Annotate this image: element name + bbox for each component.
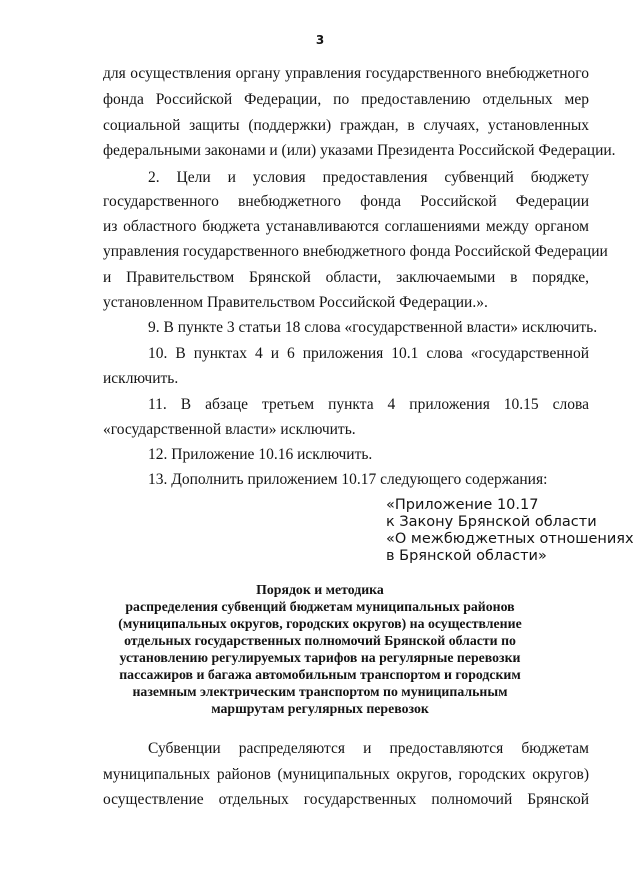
section-title: пассажиров и багажа автомобильным транспортом и городским	[119, 667, 521, 682]
text-line: социальной защиты (поддержки) граждан, в случаях, установленных	[103, 117, 589, 134]
appendix-header-line: в Брянской области»	[386, 548, 547, 564]
section-title: Порядок и методика	[256, 582, 384, 597]
text-line: муниципальных районов (муниципальных округов, городских округов)	[103, 766, 589, 783]
text-line: Субвенции распределяются и предоставляются бюджетам	[148, 740, 589, 757]
text-line: осуществление отдельных государственных полномочий Брянской	[103, 791, 589, 808]
text-line: из областного бюджета устанавливаются соглашениями между органом	[103, 218, 589, 235]
text-line: установленном Правительством Российской Федерации.».	[103, 294, 488, 311]
text-line: и Правительством Брянской области, заключаемыми в порядке,	[103, 269, 589, 286]
section-title: наземным электрическим транспортом по муниципальным	[132, 684, 508, 699]
page-number: 3	[315, 33, 325, 47]
text-line: «государственной власти» исключить.	[103, 421, 356, 438]
text-line: 9. В пункте 3 статьи 18 слова «государственной власти» исключить.	[148, 319, 598, 336]
appendix-header-line: «О межбюджетных отношениях	[386, 531, 634, 547]
text-line: 13. Дополнить приложением 10.17 следующего содержания:	[148, 471, 548, 488]
text-line: фонда Российской Федерации, по предоставлению отдельных мер	[103, 91, 589, 108]
section-title: установлению регулируемых тарифов на регулярные перевозки	[119, 650, 521, 665]
section-title: отдельных государственных полномочий Брянской области по	[124, 633, 516, 648]
text-line: исключить.	[103, 370, 179, 387]
text-line: 11. В абзаце третьем пункта 4 приложения 10.15 слова	[148, 396, 589, 413]
text-line: управления государственного внебюджетного фонда Российской Федерации	[103, 243, 608, 260]
text-line: федеральными законами и (или) указами Президента Российской Федерации.	[103, 142, 616, 159]
section-title: (муниципальных округов, городских округов) на осуществление	[118, 616, 522, 631]
text-line: 12. Приложение 10.16 исключить.	[148, 446, 373, 463]
section-title: распределения субвенций бюджетам муниципальных районов	[125, 599, 515, 614]
text-line: 10. В пунктах 4 и 6 приложения 10.1 слова «государственной	[148, 345, 589, 362]
appendix-header-line: «Приложение 10.17	[386, 497, 539, 513]
section-title: маршрутам регулярных перевозок	[211, 701, 429, 716]
appendix-header-line: к Закону Брянской области	[386, 514, 597, 530]
text-line: государственного внебюджетного фонда Российской Федерации	[103, 193, 589, 210]
text-line: для осуществления органу управления государственного внебюджетного	[103, 65, 589, 82]
text-line: 2. Цели и условия предоставления субвенций бюджету	[148, 169, 589, 186]
